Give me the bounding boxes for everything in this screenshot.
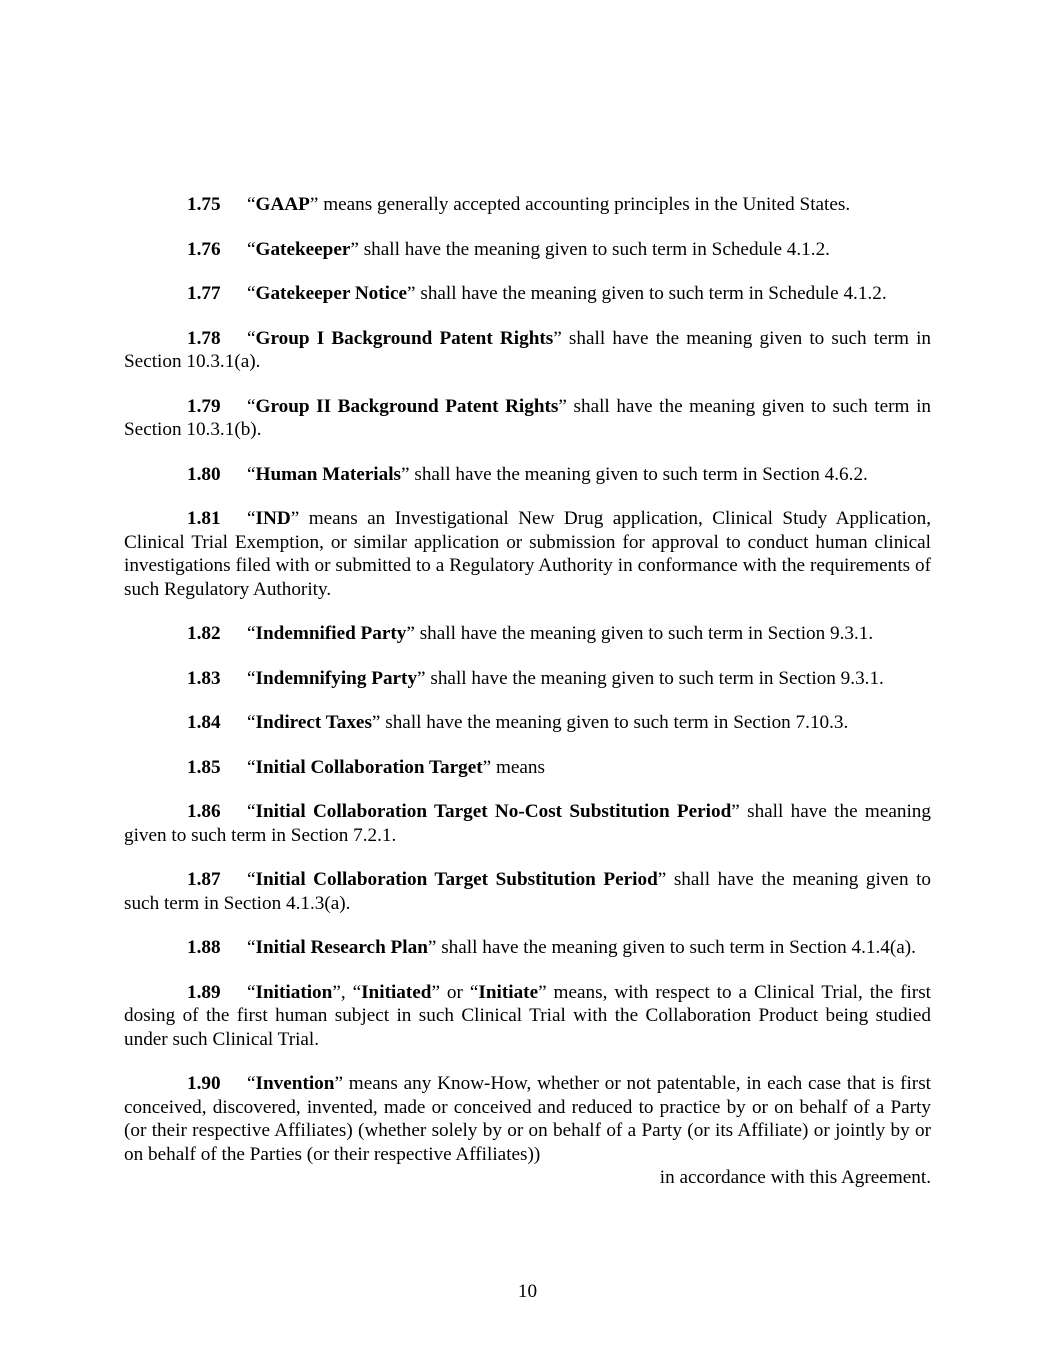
defined-term: Initial Collaboration Target <box>255 756 483 778</box>
definition-text: shall have the meaning given to such term in Section 7.10.3. <box>380 712 849 733</box>
open-quote: “ <box>247 712 256 733</box>
section-number: 1.85 <box>187 756 221 778</box>
definition-1-82 <box>124 622 931 646</box>
section-number: 1.84 <box>187 712 221 733</box>
close-quote: ” <box>731 801 740 822</box>
definition-1-83 <box>124 667 931 691</box>
close-quote: ” <box>427 937 437 958</box>
definition-1-86 <box>124 800 931 847</box>
section-number: 1.88 <box>187 937 221 958</box>
open-quote: “ <box>247 463 256 485</box>
defined-term: IND <box>255 508 291 529</box>
open-quote: “ <box>247 801 256 822</box>
definition-1-89 <box>124 981 931 1052</box>
definition-text: means generally accepted accounting principles in the United States. <box>318 194 851 215</box>
definition-1-84 <box>124 711 931 735</box>
definition-text: shall have the meaning given to such term in Section 4.6.2. <box>409 463 868 485</box>
open-quote: “ <box>247 327 256 349</box>
open-quote: “ <box>247 869 256 890</box>
document-body <box>124 193 931 1211</box>
close-quote: ” <box>553 327 562 349</box>
close-quote: ” <box>334 1073 343 1094</box>
defined-term: GAAP <box>255 194 310 215</box>
definition-text: means any Know-How, whether or not patentable, in each case that is first conceived, discovered, invented, made or conceived and reduced to practice by or on behalf of a Party (or their respective Affiliates) (whether solely by or on behalf of a Party (or its Affiliate) or jointly by or on behalf of the Parties (or their respective Affiliates)) <box>124 1073 931 1165</box>
section-number: 1.90 <box>187 1073 221 1094</box>
defined-term: Initial Research Plan <box>255 937 428 958</box>
close-quote: ” <box>309 194 319 215</box>
section-number: 1.75 <box>187 194 221 215</box>
page-number: 10 <box>517 1281 538 1302</box>
open-quote: “ <box>247 1073 256 1094</box>
section-number: 1.89 <box>187 981 221 1003</box>
definition-text: shall have the meaning given to such term in Section 10.3.1(b). <box>124 395 931 440</box>
defined-term: Indemnified Party <box>255 623 407 644</box>
section-number: 1.80 <box>187 463 221 485</box>
section-number: 1.83 <box>187 667 221 689</box>
defined-term: Group I Background Patent Rights <box>255 327 554 349</box>
close-quote: ” <box>417 667 426 689</box>
definition-1-80 <box>124 463 931 487</box>
close-quote: ” <box>371 712 381 733</box>
definition-1-87 <box>124 868 931 915</box>
section-number: 1.77 <box>187 283 221 304</box>
defined-term: Initiate <box>478 981 539 1003</box>
open-quote: “ <box>247 623 256 644</box>
defined-term: Initial Collaboration Target Substitution Period <box>255 869 658 890</box>
defined-term: Initiated <box>361 981 432 1003</box>
definition-text: shall have the meaning given to such term in Section 10.3.1(a). <box>124 327 931 372</box>
definition-text: means <box>491 756 545 778</box>
definition-text: shall have the meaning given to such term in Section 7.2.1. <box>124 801 931 846</box>
defined-term: Invention <box>255 1073 335 1094</box>
definition-1-88 <box>124 936 931 960</box>
open-quote: “ <box>247 667 256 689</box>
section-number: 1.87 <box>187 869 221 890</box>
open-quote: “ <box>247 981 256 1003</box>
quote-separator: ” or “ <box>431 981 479 1003</box>
open-quote: “ <box>247 395 256 417</box>
definition-text: shall have the meaning given to such term in Schedule 4.1.2. <box>415 283 887 304</box>
definition-text: shall have the meaning given to such term in Schedule 4.1.2. <box>358 238 830 260</box>
definition-text: shall have the meaning given to such term in Section 4.1.3(a). <box>124 869 932 914</box>
close-quote: ” <box>290 508 300 529</box>
section-number: 1.76 <box>187 238 221 260</box>
defined-term: Group II Background Patent Rights <box>255 395 559 417</box>
quote-separator: ”, “ <box>332 981 362 1003</box>
section-number: 1.81 <box>187 508 221 529</box>
definition-text: means an Investigational New Drug application, Clinical Study Application, Clinical Trial Exemption, or similar application or submission for approval to conduct human clinical investigations filed with or submitted to a Regulatory Authority in conformance with the requirements of such Regulatory Authority. <box>124 508 931 600</box>
definition-1-75 <box>124 193 931 217</box>
open-quote: “ <box>247 238 256 260</box>
definition-text: shall have the meaning given to such term in Section 9.3.1. <box>414 623 874 644</box>
open-quote: “ <box>247 508 256 529</box>
section-number: 1.86 <box>187 801 221 822</box>
close-quote: ” <box>406 623 415 644</box>
defined-term: Initial Collaboration Target No-Cost Substitution Period <box>255 801 732 822</box>
section-number: 1.79 <box>187 395 221 417</box>
close-quote: ” <box>657 869 667 890</box>
close-quote: ” <box>407 283 416 304</box>
section-number: 1.78 <box>187 327 221 349</box>
definition-trailing-text: in accordance with this Agreement. <box>659 1167 931 1188</box>
open-quote: “ <box>247 937 256 958</box>
defined-term: Indemnifying Party <box>255 667 418 689</box>
open-quote: “ <box>247 194 256 215</box>
defined-term: Initiation <box>255 981 333 1003</box>
definition-text: shall have the meaning given to such term in Section 9.3.1. <box>425 667 884 689</box>
definition-1-77 <box>124 282 931 306</box>
close-quote: ” <box>558 395 567 417</box>
close-quote: ” <box>401 463 410 485</box>
definition-1-79 <box>124 395 931 442</box>
open-quote: “ <box>247 756 256 778</box>
close-quote: ” <box>350 238 359 260</box>
definition-1-90 <box>124 1072 931 1190</box>
definition-1-85 <box>124 756 931 780</box>
defined-term: Gatekeeper <box>255 238 351 260</box>
definition-text: shall have the meaning given to such term in Section 4.1.4(a). <box>436 937 916 958</box>
defined-term: Indirect Taxes <box>255 712 372 733</box>
open-quote: “ <box>247 283 256 304</box>
definition-1-76 <box>124 238 931 262</box>
section-number: 1.82 <box>187 623 221 644</box>
defined-term: Gatekeeper Notice <box>255 283 408 304</box>
close-quote: ” <box>482 756 492 778</box>
defined-term: Human Materials <box>255 463 402 485</box>
definition-1-78 <box>124 327 931 374</box>
definition-text: ” means, with respect to a Clinical Trial, the first dosing of the first human subject in such Clinical Trial with the Collaboration Product being studied under such Clinical Trial. <box>124 981 931 1050</box>
definition-1-81 <box>124 507 931 601</box>
